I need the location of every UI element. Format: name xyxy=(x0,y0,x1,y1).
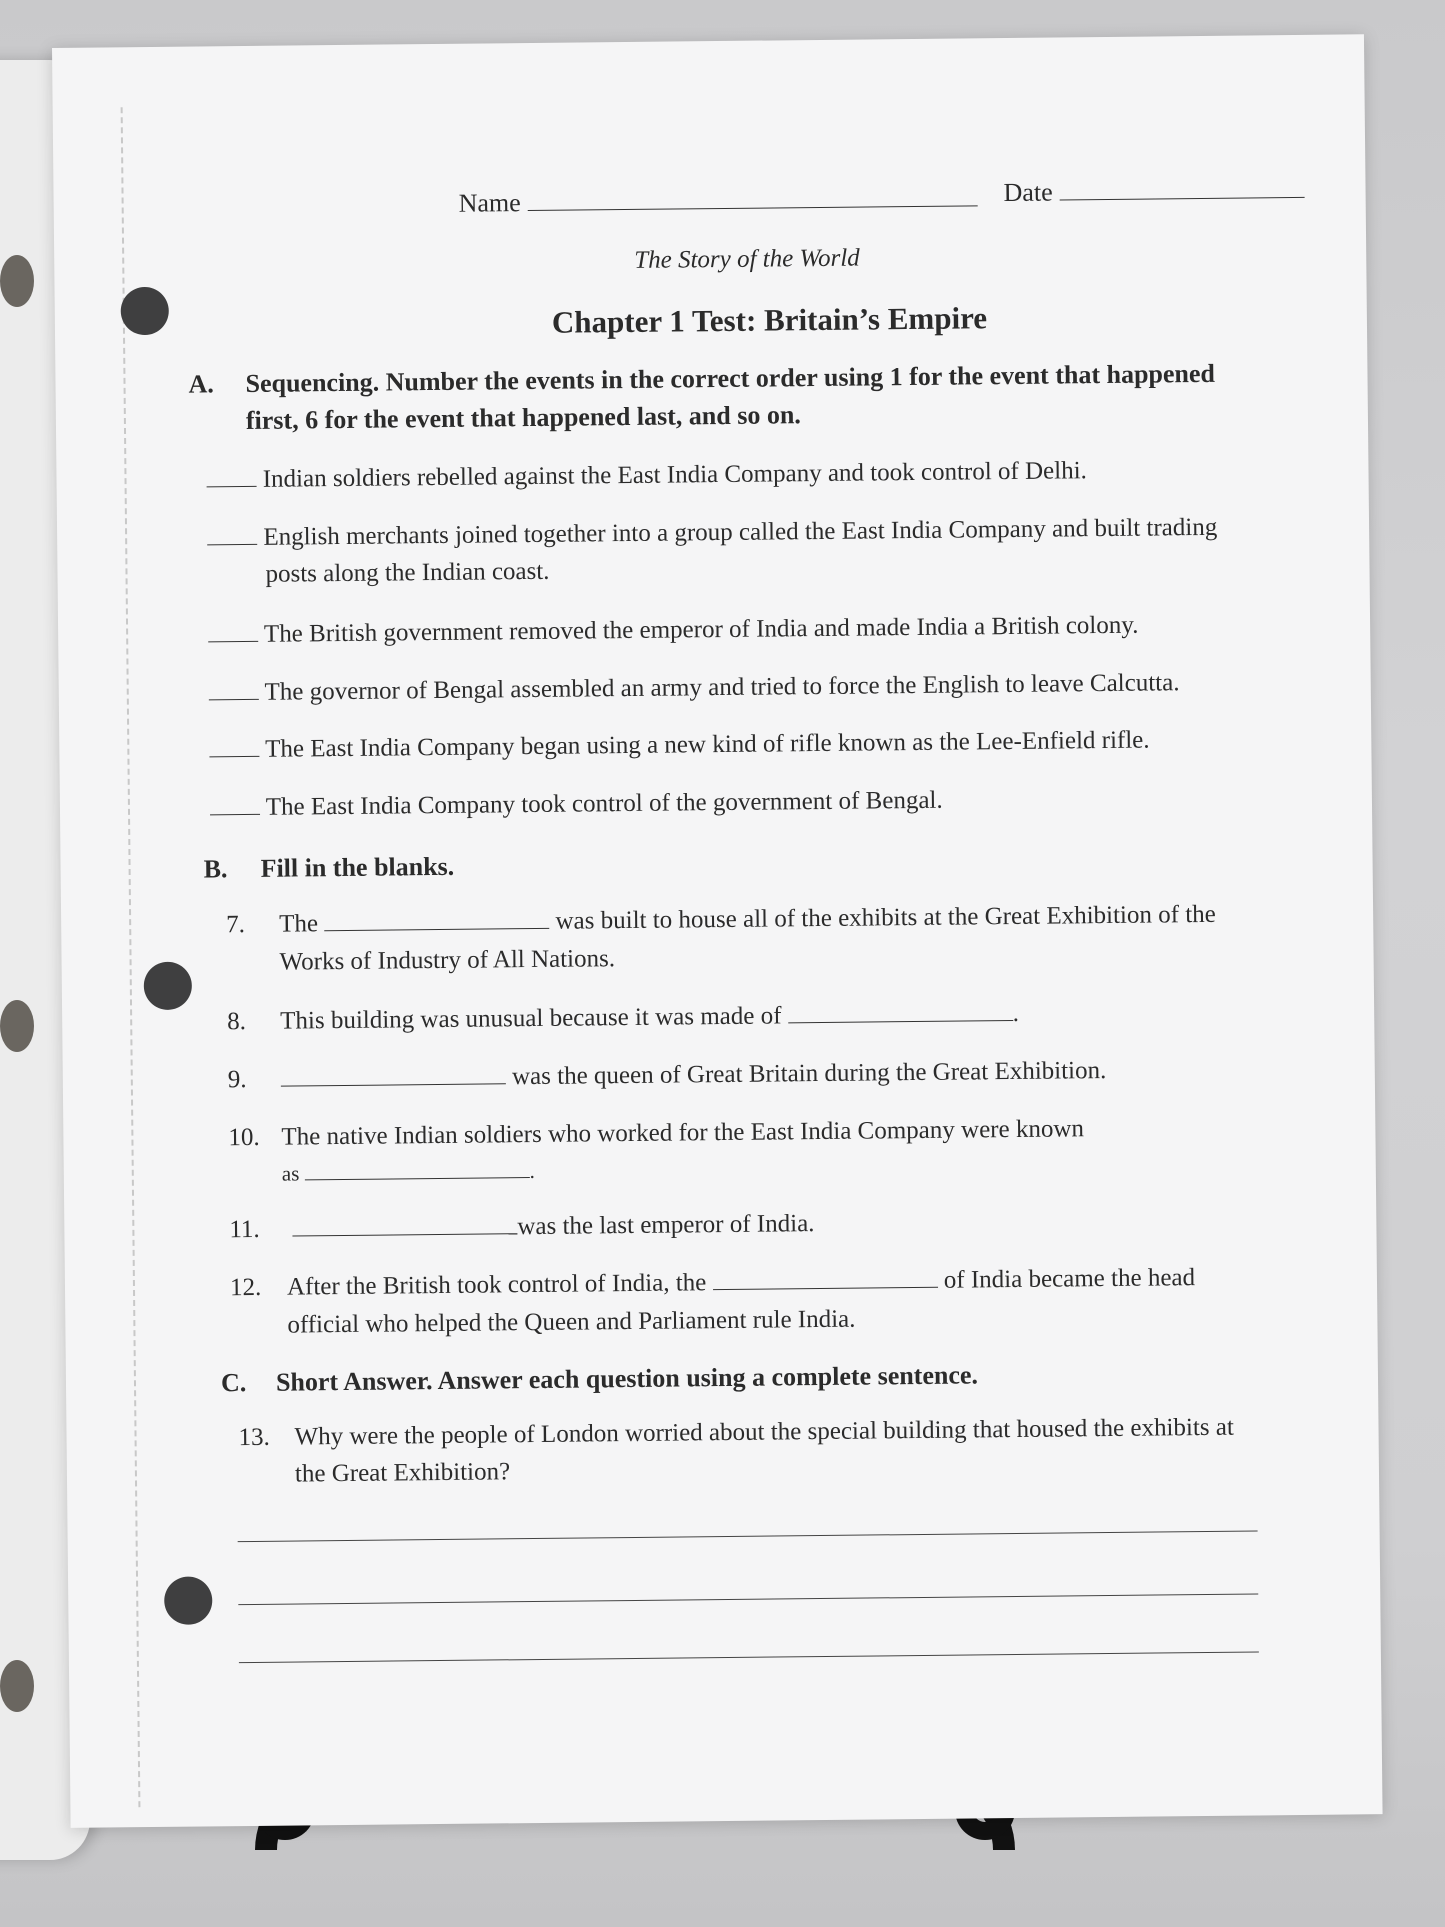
date-label: Date xyxy=(1003,177,1053,208)
section-a-instruction-1: Sequencing. Number the events in the correct order using 1 for the event that happened xyxy=(245,358,1216,398)
q10-line1: The native Indian soldiers who worked for the East India Company were known xyxy=(281,1115,1085,1151)
q7-number: 7. xyxy=(226,911,246,939)
q13-line2: the Great Exhibition? xyxy=(294,1458,511,1488)
sequence-text: Indian soldiers rebelled against the East India Company and took control of Delhi. xyxy=(262,457,1087,493)
q9-post: was the queen of Great Britain during the Great Exhibition. xyxy=(511,1057,1107,1091)
sequence-blank[interactable] xyxy=(207,485,257,488)
sequence-blank[interactable] xyxy=(209,698,259,701)
sequence-text: English merchants joined together into a group called the East India Company and built trading xyxy=(263,513,1218,551)
q12-blank[interactable] xyxy=(713,1286,938,1290)
q7-blank[interactable] xyxy=(324,927,549,931)
sequence-text: The British government removed the emperor of India and made India a British colony. xyxy=(263,611,1139,648)
sequence-text-cont: posts along the Indian coast. xyxy=(265,557,550,588)
q13-number: 13. xyxy=(238,1423,270,1452)
q8-line xyxy=(280,1000,1019,1036)
q10-line2 xyxy=(282,1159,535,1187)
sequence-item xyxy=(209,727,1150,765)
sequence-text: The governor of Bengal assembled an army and tried to force the English to leave Calcutta. xyxy=(264,669,1180,706)
q8-pre: This building was unusual because it was made of xyxy=(280,1002,782,1035)
q9-number: 9. xyxy=(227,1066,247,1094)
sequence-blank[interactable] xyxy=(208,640,258,643)
binder-hole xyxy=(0,255,34,307)
q11-number: 11. xyxy=(229,1215,260,1244)
date-field xyxy=(1003,175,1304,208)
sequence-item xyxy=(206,457,1087,494)
q11-post: was the last emperor of India. xyxy=(517,1210,815,1241)
answer-line[interactable] xyxy=(239,1651,1259,1663)
answer-line[interactable] xyxy=(238,1530,1258,1542)
q10-pre: as xyxy=(281,1161,300,1186)
q10-blank[interactable] xyxy=(305,1176,530,1180)
q7-post: was built to house all of the exhibits at the Great Exhibition of the xyxy=(555,900,1216,935)
q12-pre: After the British took control of India, the xyxy=(286,1269,707,1301)
section-c-letter: C. xyxy=(220,1368,247,1398)
sequence-blank[interactable] xyxy=(210,813,260,816)
name-blank[interactable] xyxy=(527,204,977,211)
q12-number: 12. xyxy=(229,1273,262,1302)
q13-line1: Why were the people of London worried about the special building that housed the exhibits at xyxy=(294,1413,1234,1451)
section-a-instruction-2: first, 6 for the event that happened last, and so on. xyxy=(245,400,801,435)
q12-line1 xyxy=(287,1264,1195,1302)
name-field xyxy=(458,183,977,218)
answer-line[interactable] xyxy=(238,1593,1258,1605)
section-a-letter: A. xyxy=(188,369,214,399)
q9-blank[interactable] xyxy=(281,1082,506,1086)
q8-number: 8. xyxy=(227,1008,247,1036)
q8-post: . xyxy=(1012,999,1020,1027)
page-title: Chapter 1 Test: Britain’s Empire xyxy=(551,300,988,340)
name-label: Name xyxy=(458,188,521,218)
sequence-item xyxy=(210,787,943,823)
sequence-blank[interactable] xyxy=(209,755,259,758)
book-subtitle: The Story of the World xyxy=(634,244,860,274)
q8-blank[interactable] xyxy=(788,1019,1013,1023)
binder-hole xyxy=(0,1660,34,1712)
q10-post: . xyxy=(529,1159,535,1184)
q9-line xyxy=(281,1057,1107,1094)
sequence-blank[interactable] xyxy=(207,543,257,546)
q10-number: 10. xyxy=(228,1123,260,1152)
date-blank[interactable] xyxy=(1059,196,1304,201)
section-b-instruction: Fill in the blanks. xyxy=(260,851,455,883)
sequence-item xyxy=(207,514,1217,553)
q7-line2: Works of Industry of All Nations. xyxy=(279,945,616,976)
q12-line2: official who helped the Queen and Parliament rule India. xyxy=(287,1305,856,1339)
q12-post: of India became the head xyxy=(943,1264,1196,1294)
sequence-text: The East India Company began using a new kind of rifle known as the Lee-Enfield rifle. xyxy=(265,726,1150,763)
q11-blank[interactable] xyxy=(292,1232,517,1236)
q7-line1 xyxy=(279,901,1216,939)
sequence-item xyxy=(208,612,1139,650)
worksheet-page xyxy=(52,34,1383,1828)
binder-hole xyxy=(0,1000,34,1052)
q7-pre: The xyxy=(279,910,319,938)
q11-line xyxy=(292,1210,814,1243)
section-b-letter: B. xyxy=(203,854,228,884)
section-c-instruction: Short Answer. Answer each question using a complete sentence. xyxy=(275,1360,979,1397)
sequence-item xyxy=(209,669,1180,707)
sequence-text: The East India Company took control of the government of Bengal. xyxy=(265,786,943,821)
